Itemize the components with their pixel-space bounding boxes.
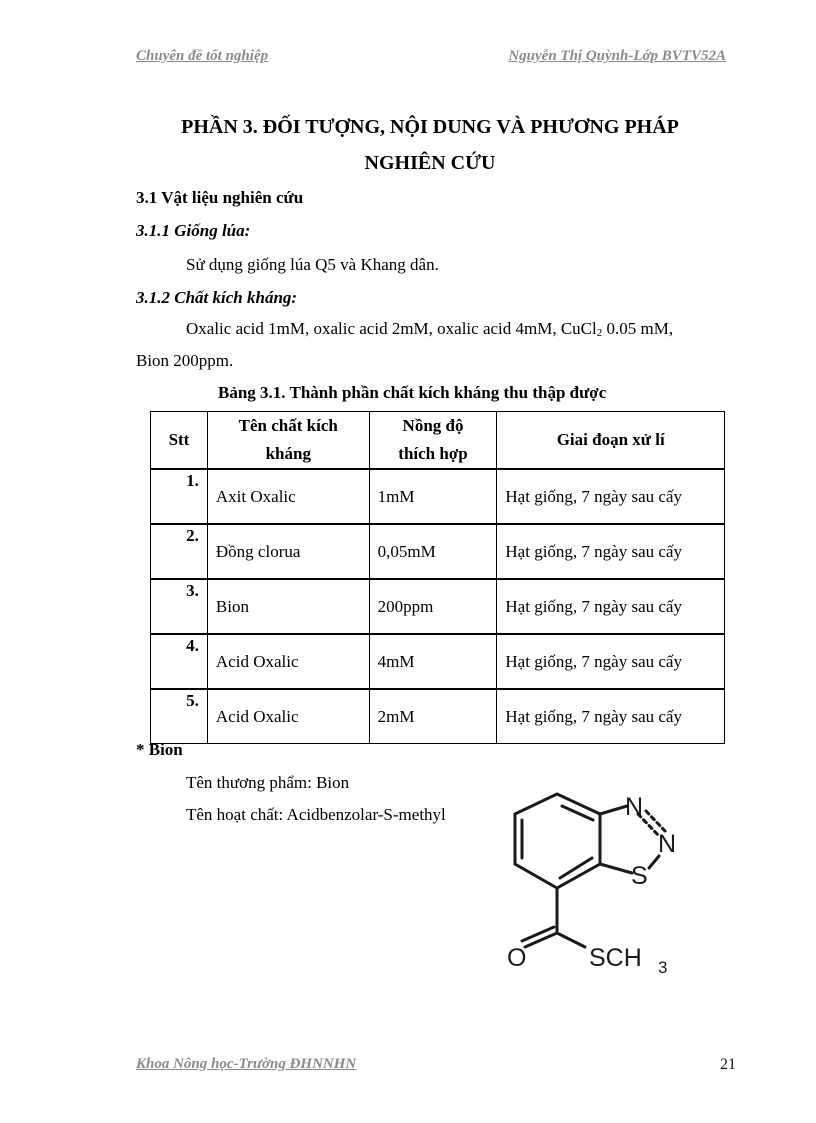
row-number: 4. bbox=[186, 636, 199, 655]
row-number: 1. bbox=[186, 471, 199, 490]
atom-s-ring: S bbox=[631, 862, 648, 890]
header-concentration-line1: Nồng độ bbox=[402, 416, 464, 435]
cell-stt bbox=[151, 634, 208, 689]
treatment-stage: Hạt giống, 7 ngày sau cấy bbox=[505, 597, 682, 616]
header-stt: Stt bbox=[151, 412, 208, 470]
table-row bbox=[151, 689, 725, 744]
atom-o: O bbox=[507, 944, 527, 972]
treatment-stage: Hạt giống, 7 ngày sau cấy bbox=[505, 707, 682, 726]
treatment-stage: Hạt giống, 7 ngày sau cấy bbox=[505, 542, 682, 561]
header-left: Chuyên đề tốt nghiệp bbox=[136, 48, 269, 64]
cell-stt bbox=[151, 469, 208, 524]
header-stage: Giai đoạn xử lí bbox=[497, 412, 725, 470]
table-row bbox=[151, 524, 725, 579]
header-concentration-line2: thích hợp bbox=[398, 444, 468, 463]
atom-n-right: N bbox=[658, 830, 677, 858]
cucl2-subscript: 2 bbox=[596, 327, 603, 339]
header-name-line1: Tên chất kích bbox=[238, 416, 338, 435]
section-3-1-2-text bbox=[186, 319, 673, 339]
section-3-1-1-text: Sử dụng giống lúa Q5 và Khang dân. bbox=[186, 255, 439, 274]
cell-stage bbox=[497, 579, 725, 634]
cell-concentration bbox=[369, 579, 497, 634]
elicitor-list-text: Oxalic acid 1mM, oxalic acid 2mM, oxalic acid 4mM, CuCl bbox=[186, 319, 597, 338]
bion-trade-name: Tên thương phẩm: Bion bbox=[186, 773, 350, 792]
treatment-stage: Hạt giống, 7 ngày sau cấy bbox=[505, 652, 682, 671]
cell-concentration bbox=[369, 689, 497, 744]
elicitor-concentration: 2mM bbox=[377, 707, 415, 726]
elicitor-concentration: 0,05mM bbox=[377, 542, 436, 561]
cell-stage bbox=[497, 689, 725, 744]
row-number: 3. bbox=[186, 581, 199, 600]
group-sch: SCH bbox=[589, 944, 642, 972]
table-header-row bbox=[151, 412, 725, 470]
header-right: Nguyễn Thị Quỳnh-Lớp BVTV52A bbox=[508, 48, 726, 64]
cell-concentration bbox=[369, 634, 497, 689]
elicitor-table bbox=[150, 411, 725, 744]
cell-name bbox=[207, 524, 369, 579]
cell-stage bbox=[497, 634, 725, 689]
cell-name bbox=[207, 689, 369, 744]
section-3-1-2-heading: 3.1.2 Chất kích kháng: bbox=[136, 288, 298, 307]
elicitor-list-tail: 0.05 mM, bbox=[602, 319, 674, 338]
cell-stt bbox=[151, 579, 208, 634]
header-concentration bbox=[369, 412, 497, 470]
cell-stt bbox=[151, 524, 208, 579]
section-3-1-1-heading: 3.1.1 Giống lúa: bbox=[136, 221, 251, 240]
cell-name bbox=[207, 469, 369, 524]
elicitor-name: Đồng clorua bbox=[215, 542, 301, 561]
cell-concentration bbox=[369, 524, 497, 579]
elicitor-concentration: 1mM bbox=[377, 487, 415, 506]
elicitor-name: Axit Oxalic bbox=[215, 487, 296, 506]
cell-name bbox=[207, 634, 369, 689]
row-number: 5. bbox=[186, 691, 199, 710]
cell-stage bbox=[497, 524, 725, 579]
row-number: 2. bbox=[186, 526, 199, 545]
page-number: 21 bbox=[720, 1056, 736, 1073]
section-3-1-2-text-line2: Bion 200ppm. bbox=[136, 351, 234, 370]
treatment-stage: Hạt giống, 7 ngày sau cấy bbox=[505, 487, 682, 506]
elicitor-name: Acid Oxalic bbox=[215, 707, 299, 726]
acibenzolar-structure-diagram bbox=[497, 780, 697, 980]
group-sch-subscript: 3 bbox=[658, 958, 668, 977]
page-title-line1: PHẦN 3. ĐỐI TƯỢNG, NỘI DUNG VÀ PHƯƠNG PHÁP bbox=[181, 116, 679, 138]
bion-active-ingredient: Tên hoạt chất: Acidbenzolar-S-methyl bbox=[186, 805, 446, 824]
table-row bbox=[151, 469, 725, 524]
table-row bbox=[151, 579, 725, 634]
header-name-line2: kháng bbox=[265, 444, 311, 463]
elicitor-name: Bion bbox=[215, 597, 249, 616]
cell-concentration bbox=[369, 469, 497, 524]
elicitor-concentration: 200ppm bbox=[377, 597, 434, 616]
cell-stt bbox=[151, 689, 208, 744]
atom-n-top: N bbox=[625, 793, 644, 821]
elicitor-concentration: 4mM bbox=[377, 652, 415, 671]
cell-stage bbox=[497, 469, 725, 524]
table-caption: Bảng 3.1. Thành phần chất kích kháng thu thập được bbox=[218, 383, 607, 402]
footer-left: Khoa Nông học-Trường ĐHNNHN bbox=[136, 1056, 357, 1072]
elicitor-name: Acid Oxalic bbox=[215, 652, 299, 671]
section-3-1-heading: 3.1 Vật liệu nghiên cứu bbox=[136, 188, 304, 207]
cell-name bbox=[207, 579, 369, 634]
bion-heading: * Bion bbox=[136, 740, 183, 759]
page-title-line2: NGHIÊN CỨU bbox=[364, 152, 496, 174]
table-row bbox=[151, 634, 725, 689]
header-name bbox=[207, 412, 369, 470]
